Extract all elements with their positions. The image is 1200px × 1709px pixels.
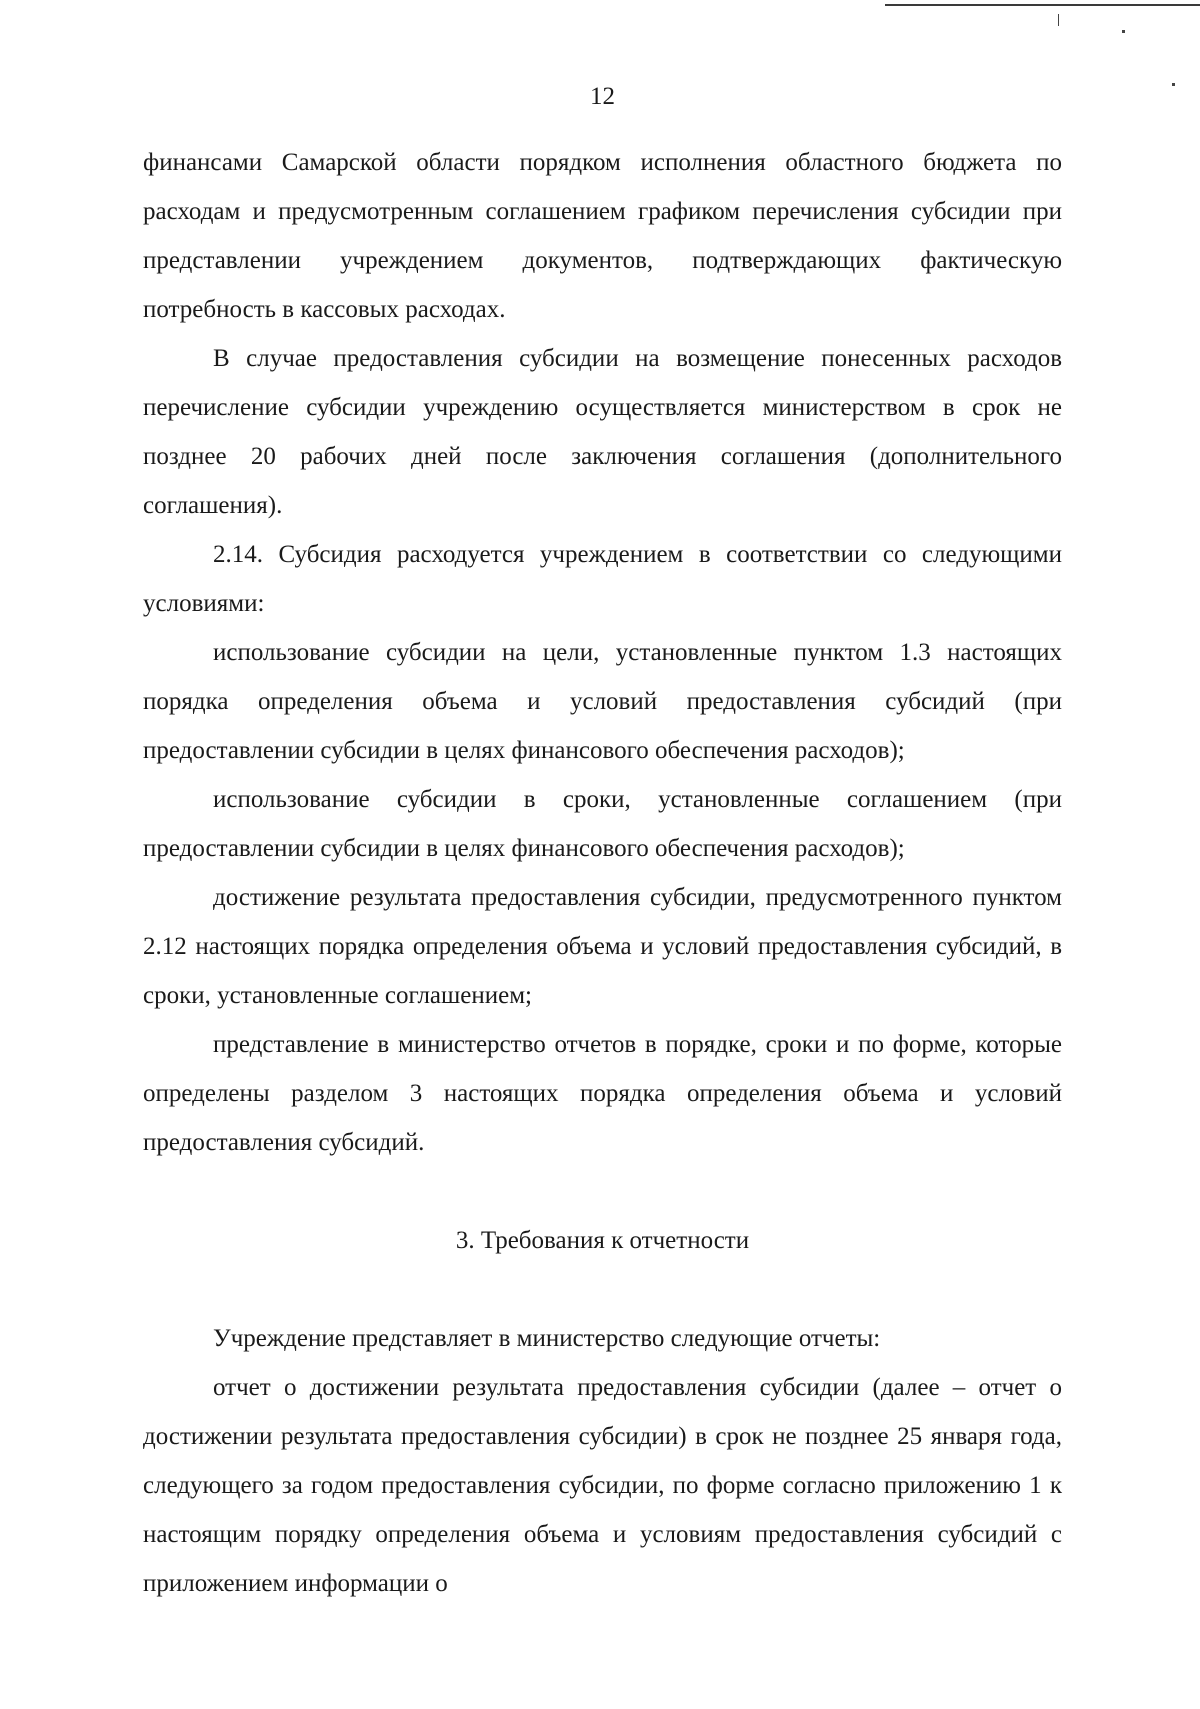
paragraph-reports-intro: Учреждение представляет в министерство следующие отчеты: [213, 1325, 881, 1352]
scan-edge-line [885, 4, 1200, 6]
paragraph-reimbursement: В случае предоставления субсидии на возмещение понесенных расходов перечисление субсидии учреждению осуществляется министерством в срок не позднее 20 рабочих дней после заключения соглашения (дополнительного соглашения). [143, 345, 1062, 519]
paragraph-funding-schedule: финансами Самарской области порядком исполнения областного бюджета по расходам и предусмотренным соглашением графиком перечисления субсидии при представлении учреждением документов, подтверждающих фактическую потребность в кассовых расходах. [143, 149, 1062, 323]
section-spacer [143, 1265, 1062, 1314]
scan-speck [1122, 30, 1125, 33]
page-number: 12 [590, 83, 615, 110]
section-heading: 3. Требования к отчетности [455, 1227, 750, 1254]
paragraph-result-report: отчет о достижении результата предоставления субсидии (далее – отчет о достижении результата предоставления субсидии) в срок не позднее 25 января года, следующего за годом предоставления субсидии, по форме согласно приложению 1 к настоящим порядку определения объема и условиям предоставления субсидий с приложением информации о [143, 1374, 1062, 1597]
condition-reports: представление в министерство отчетов в порядке, сроки и по форме, которые определены разделом 3 настоящих порядка определения объема и условий предоставления субсидий. [143, 1031, 1062, 1156]
condition-result: достижение результата предоставления субсидии, предусмотренного пунктом 2.12 настоящих порядка определения объема и условий предоставления субсидий, в сроки, установленные соглашением; [143, 884, 1062, 1009]
section-spacer [143, 1167, 1062, 1216]
condition-purpose: использование субсидии на цели, установленные пунктом 1.3 настоящих порядка определения объема и условий предоставления субсидий (при предоставлении субсидии в целях финансового обеспечения расходов); [143, 639, 1062, 764]
scan-speck [1058, 14, 1059, 26]
document-body [143, 138, 1062, 1608]
condition-deadlines: использование субсидии в сроки, установленные соглашением (при предоставлении субсидии в целях финансового обеспечения расходов); [143, 786, 1062, 862]
paragraph-2-14: 2.14. Субсидия расходуется учреждением в соответствии со следующими условиями: [143, 541, 1062, 617]
